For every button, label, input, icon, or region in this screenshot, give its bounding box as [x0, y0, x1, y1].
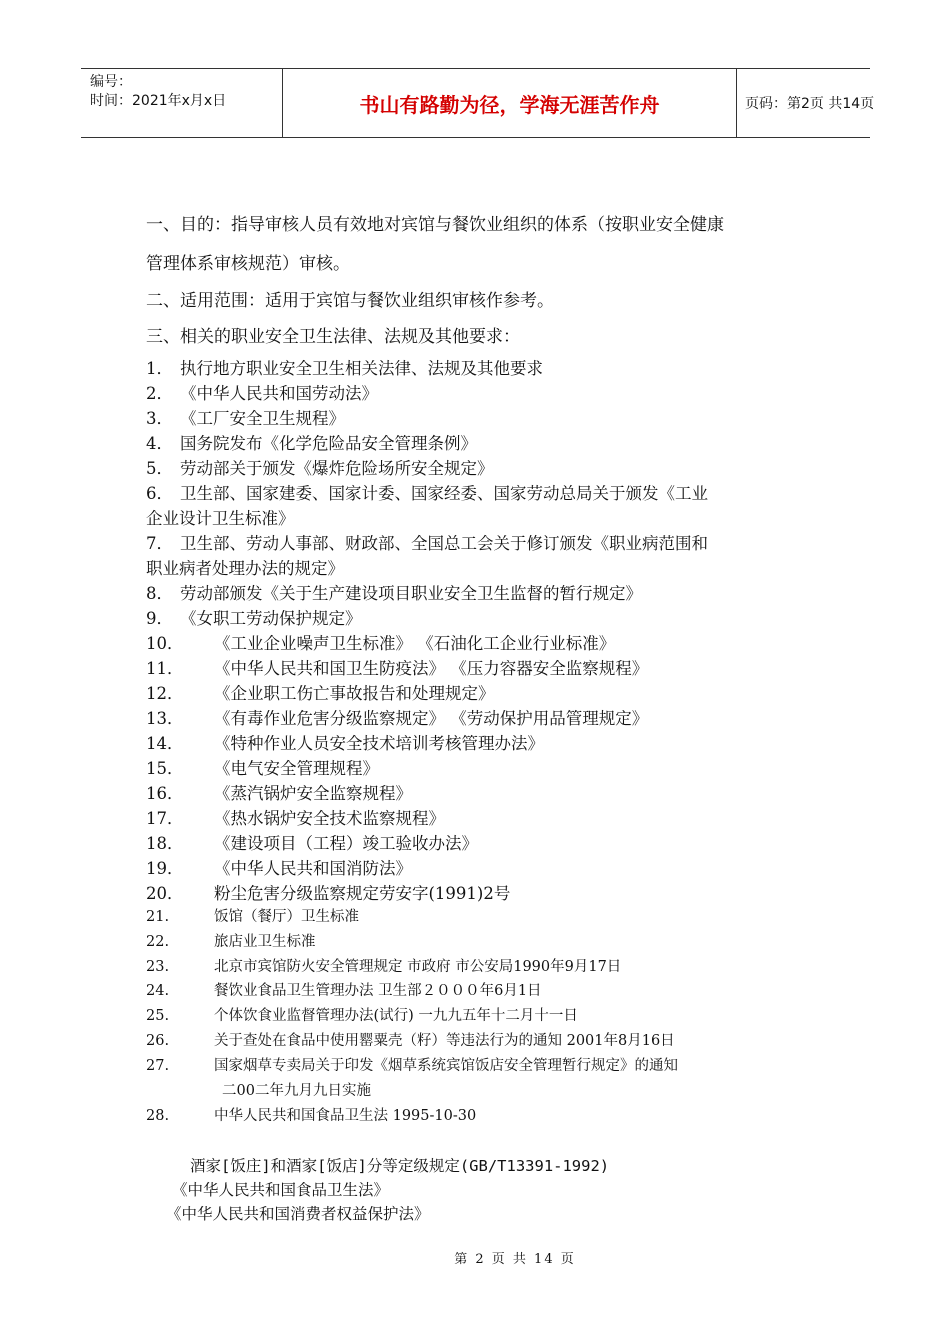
header-motto: 书山有路勤为径，学海无涯苦作舟: [283, 69, 737, 137]
list-item: 8． 劳动部颁发《关于生产建设项目职业安全卫生监督的暂行规定》: [146, 584, 642, 603]
list-item: 18． 《建设项目（工程）竣工验收办法》: [146, 834, 478, 853]
list-item-continuation: 职业病者处理办法的规定》: [146, 559, 344, 578]
extra-reference: 《中华人民共和国消费者权益保护法》: [166, 1205, 430, 1223]
page-header: [81, 68, 875, 138]
list-item: 15． 《电气安全管理规程》: [146, 759, 379, 778]
document-date: 时间：2021年x月x日: [90, 93, 227, 109]
purpose-line-2: 管理体系审核规范）审核。: [146, 254, 350, 274]
list-item: 4． 国务院发布《化学危险品安全管理条例》: [146, 434, 477, 453]
document-number: 编号：: [90, 74, 132, 90]
list-item: 21. 饭馆（餐厅）卫生标准: [146, 909, 359, 925]
list-item: 25. 个体饮食业监督管理办法(试行) 一九九五年十二月十一日: [146, 1008, 578, 1024]
list-item: 19． 《中华人民共和国消防法》: [146, 859, 412, 878]
list-item-continuation: 二00二年九月九日实施: [222, 1083, 371, 1099]
list-item-continuation: 企业设计卫生标准》: [146, 509, 295, 528]
list-item: 11． 《中华人民共和国卫生防疫法》 《压力容器安全监察规程》: [146, 659, 649, 678]
list-item: 6． 卫生部、国家建委、国家计委、国家经委、国家劳动总局关于颁发《工业: [146, 484, 708, 503]
list-item: 3． 《工厂安全卫生规程》: [146, 409, 345, 428]
list-item: 5． 劳动部关于颁发《爆炸危险场所安全规定》: [146, 459, 494, 478]
list-item: 23. 北京市宾馆防火安全管理规定 市政府 市公安局1990年9月17日: [146, 959, 622, 975]
list-item: 27. 国家烟草专卖局关于印发《烟草系统宾馆饭店安全管理暂行规定》的通知: [146, 1058, 678, 1074]
list-item: 20． 粉尘危害分级监察规定劳安字(1991)2号: [146, 884, 511, 903]
list-item: 1． 执行地方职业安全卫生相关法律、法规及其他要求: [146, 359, 543, 378]
header-page-number: 页码：第2页 共14页: [745, 96, 875, 112]
list-item: 22. 旅店业卫生标准: [146, 934, 316, 950]
page-footer: 第 2 页 共 14 页: [454, 1252, 576, 1267]
list-item: 26. 关于查处在食品中使用罂粟壳（籽）等违法行为的通知 2001年8月16日: [146, 1033, 675, 1049]
purpose-line-1: 一、目的：指导审核人员有效地对宾馆与餐饮业组织的体系（按职业安全健康: [146, 215, 724, 235]
list-item: 10． 《工业企业噪声卫生标准》 《石油化工企业行业标准》: [146, 634, 616, 653]
list-item: 16． 《蒸汽锅炉安全监察规程》: [146, 784, 412, 803]
extra-reference: 酒家[饭庄]和酒家[饭店]分等定级规定(GB/T13391-1992): [190, 1157, 610, 1175]
laws-heading: 三、相关的职业安全卫生法律、法规及其他要求：: [146, 327, 520, 347]
list-item: 12． 《企业职工伤亡事故报告和处理规定》: [146, 684, 495, 703]
list-item: 24. 餐饮业食品卫生管理办法 卫生部２０００年6月1日: [146, 983, 542, 999]
extra-reference: 《中华人民共和国食品卫生法》: [172, 1181, 390, 1199]
list-item: 17． 《热水锅炉安全技术监察规程》: [146, 809, 445, 828]
scope-paragraph: 二、适用范围：适用于宾馆与餐饮业组织审核作参考。: [146, 291, 554, 311]
list-item: 7． 卫生部、劳动人事部、财政部、全国总工会关于修订颁发《职业病范围和: [146, 534, 708, 553]
list-item: 14． 《特种作业人员安全技术培训考核管理办法》: [146, 734, 544, 753]
header-meta: [81, 69, 283, 137]
list-item: 28. 中华人民共和国食品卫生法 1995-10-30: [146, 1108, 477, 1124]
list-item: 13． 《有毒作业危害分级监察规定》 《劳动保护用品管理规定》: [146, 709, 649, 728]
list-item: 9． 《女职工劳动保护规定》: [146, 609, 362, 628]
list-item: 2． 《中华人民共和国劳动法》: [146, 384, 378, 403]
